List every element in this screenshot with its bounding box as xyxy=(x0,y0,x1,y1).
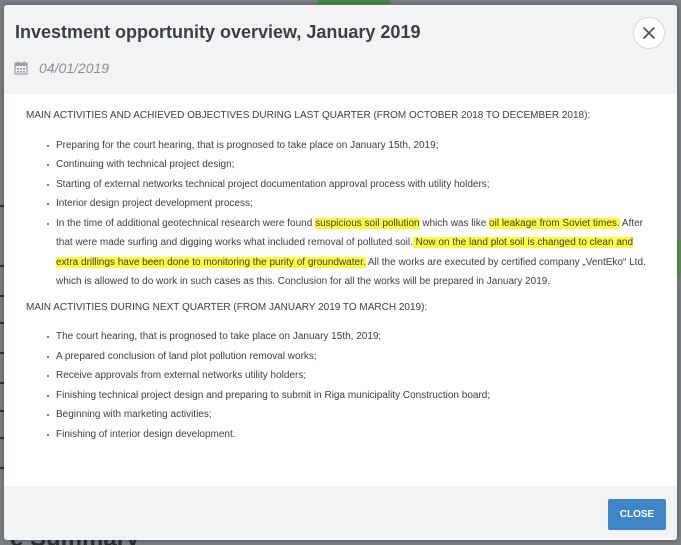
highlighted-text: oil leakage from Soviet times. xyxy=(489,217,620,229)
highlighted-text: suspicious soil pollution xyxy=(315,217,420,229)
list-item: Preparing for the court hearing, that is prognosed to take place on January 15th, 2019; xyxy=(47,136,655,156)
list-item: Beginning with marketing activities; xyxy=(47,405,655,425)
background-accent xyxy=(318,0,390,4)
investment-overview-modal xyxy=(4,5,677,540)
date-row xyxy=(14,60,109,76)
next-quarter-list xyxy=(26,327,655,444)
highlighted-text: Now on the land plot soil is changed to clean and extra drillings have been done to monitoring the purity of groundwater. xyxy=(56,237,634,268)
close-icon[interactable] xyxy=(633,17,665,49)
list-item-pollution xyxy=(47,214,655,292)
list-item: A prepared conclusion of land plot pollution removal works; xyxy=(47,347,655,367)
item-text: which was like xyxy=(419,217,490,229)
modal-title: Investment opportunity overview, January 2019 xyxy=(15,22,421,42)
list-item: Finishing technical project design and preparing to submit in Riga municipality Construction board; xyxy=(47,386,655,406)
list-item: The court hearing, that is prognosed to take place on January 15th, 2019; xyxy=(47,327,655,347)
modal-footer xyxy=(4,486,677,540)
calendar-icon xyxy=(14,61,28,75)
list-item: Interior design project development process; xyxy=(47,194,655,214)
section-heading-next-quarter: MAIN ACTIVITIES DURING NEXT QUARTER (FROM JANUARY 2019 TO MARCH 2019): xyxy=(26,301,428,313)
item-text: All the works are executed by certified company „VentEko“ Ltd. which is allowed to do work in such cases as this. Conclusion for all the works will be prepared in January 2019. xyxy=(56,256,646,287)
close-button[interactable]: CLOSE xyxy=(608,499,666,530)
list-item: Receive approvals from external networks utility holders; xyxy=(47,366,655,386)
modal-date: 04/01/2019 xyxy=(39,60,110,76)
modal-header xyxy=(4,5,677,94)
last-quarter-list xyxy=(26,136,655,292)
list-item: Finishing of interior design development. xyxy=(47,425,655,445)
modal-body xyxy=(4,94,677,486)
item-text: After that were made surfing and digging works what included removal of polluted soil. xyxy=(56,217,644,248)
list-item: Starting of external networks technical project documentation approval process with utility holders; xyxy=(47,175,655,195)
list-item: Continuing with technical project design; xyxy=(47,155,655,175)
section-heading-last-quarter: MAIN ACTIVITIES AND ACHIEVED OBJECTIVES DURING LAST QUARTER (FROM OCTOBER 2018 TO DECEMBER 2018): xyxy=(26,110,591,121)
item-text: In the time of additional geotechnical research were found xyxy=(56,217,316,229)
